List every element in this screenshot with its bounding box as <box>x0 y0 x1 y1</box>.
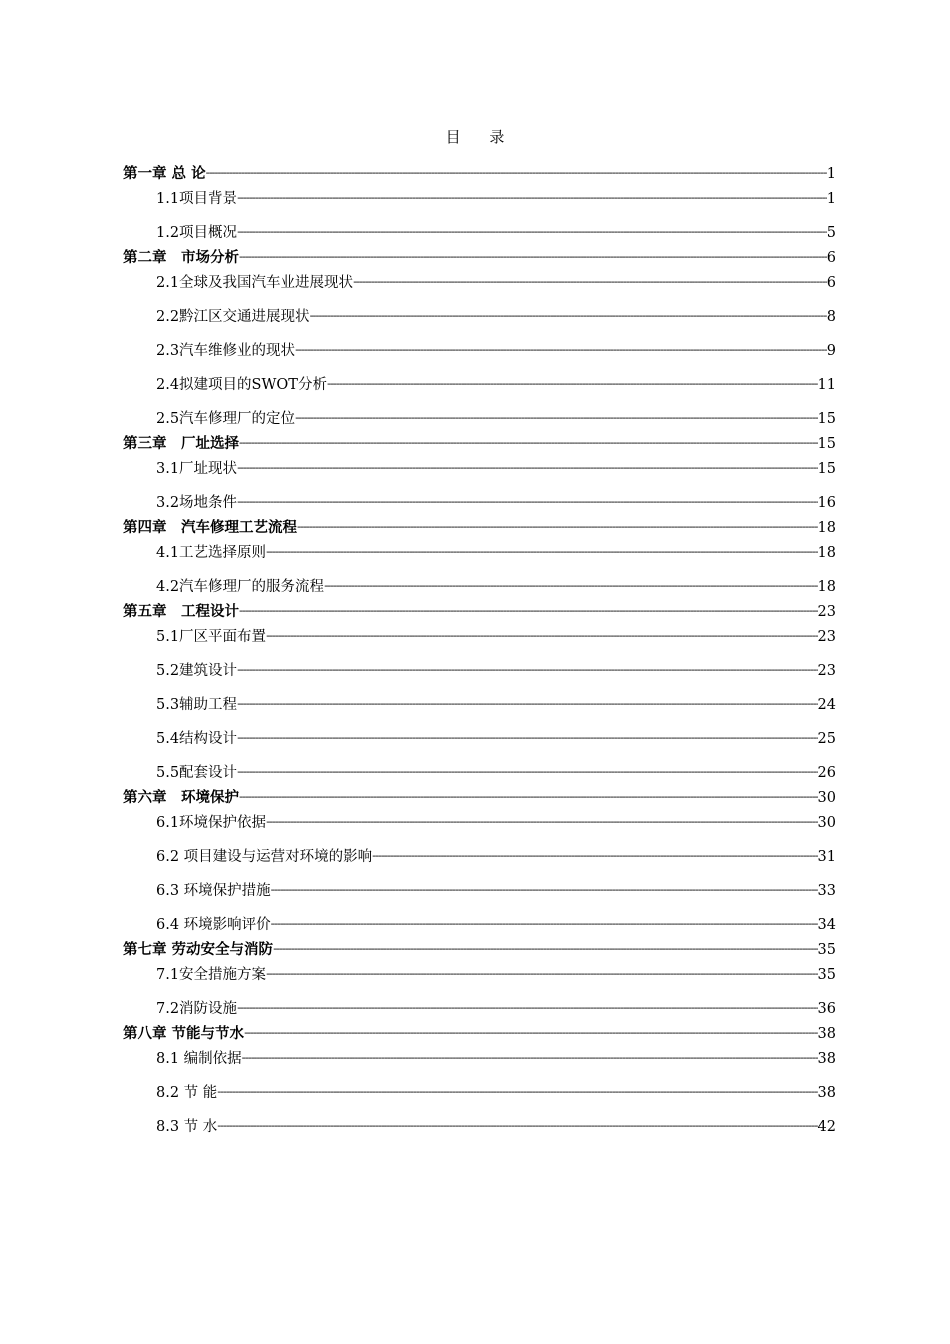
toc-page-number: 26 <box>817 765 836 781</box>
toc-page-number: 30 <box>817 790 836 806</box>
toc-dot-leader <box>237 695 817 714</box>
toc-page-number: 1 <box>826 191 836 207</box>
toc-entry-label: 第三章 厂址选择 <box>123 435 239 452</box>
toc-section-entry[interactable] <box>123 680 836 714</box>
table-of-contents <box>123 158 836 1136</box>
toc-section-entry[interactable] <box>123 394 836 428</box>
toc-dot-leader <box>244 1024 817 1043</box>
toc-page-number: 8 <box>826 309 836 325</box>
toc-page-number: 23 <box>817 604 836 620</box>
toc-page-number: 25 <box>817 731 836 747</box>
toc-entry-label: 第四章 汽车修理工艺流程 <box>123 519 297 536</box>
toc-entry-label: 第二章 市场分析 <box>123 249 239 266</box>
toc-chapter-entry[interactable] <box>123 782 836 807</box>
toc-section-entry[interactable] <box>123 714 836 748</box>
toc-entry-label: 第六章 环境保护 <box>123 789 239 806</box>
toc-page-number: 35 <box>817 942 836 958</box>
toc-dot-leader <box>237 999 817 1018</box>
toc-dot-leader <box>266 627 817 646</box>
toc-page-number: 18 <box>817 579 836 595</box>
toc-page-number: 18 <box>817 520 836 536</box>
toc-entry-label: 7.2消防设施 <box>156 1001 238 1017</box>
toc-chapter-entry[interactable] <box>123 512 836 537</box>
toc-entry-label: 3.1厂址现状 <box>156 461 238 477</box>
toc-section-entry[interactable] <box>123 748 836 782</box>
toc-page-number: 6 <box>826 275 836 291</box>
toc-page-number: 34 <box>817 917 836 933</box>
toc-page-number: 5 <box>826 225 836 241</box>
toc-entry-label: 7.1安全措施方案 <box>156 967 267 983</box>
toc-dot-leader <box>324 577 817 596</box>
toc-entry-label: 6.3 环境保护措施 <box>156 883 271 899</box>
toc-entry-label: 3.2场地条件 <box>156 495 238 511</box>
toc-entry-label: 2.3汽车维修业的现状 <box>156 343 296 359</box>
toc-title: 目 录 <box>445 128 517 146</box>
toc-section-entry[interactable] <box>123 621 836 646</box>
toc-dot-leader <box>239 788 818 807</box>
toc-entry-label: 4.1工艺选择原则 <box>156 545 267 561</box>
toc-section-entry[interactable] <box>123 646 836 680</box>
toc-dot-leader <box>237 189 827 208</box>
toc-entry-label: 5.3辅助工程 <box>156 697 238 713</box>
toc-entry-label: 2.5汽车修理厂的定位 <box>156 411 296 427</box>
toc-section-entry[interactable] <box>123 478 836 512</box>
toc-entry-label: 2.2黔江区交通进展现状 <box>156 309 310 325</box>
toc-page-number: 1 <box>826 166 836 182</box>
toc-dot-leader <box>242 1049 818 1068</box>
toc-entry-label: 6.2 项目建设与运营对环境的影响 <box>156 849 373 865</box>
toc-section-entry[interactable] <box>123 453 836 478</box>
toc-section-entry[interactable] <box>123 984 836 1018</box>
toc-entry-label: 8.2 节 能 <box>156 1085 218 1101</box>
toc-section-entry[interactable] <box>123 1043 836 1068</box>
toc-entry-label: 2.4拟建项目的SWOT分析 <box>156 377 327 393</box>
toc-dot-leader <box>237 493 817 512</box>
toc-entry-label: 8.1 编制依据 <box>156 1051 242 1067</box>
toc-dot-leader <box>237 661 817 680</box>
toc-page-number: 33 <box>817 883 836 899</box>
toc-dot-leader <box>310 307 827 326</box>
toc-chapter-entry[interactable] <box>123 242 836 267</box>
toc-dot-leader <box>266 965 817 984</box>
toc-page-number: 35 <box>817 967 836 983</box>
toc-page-number: 38 <box>817 1085 836 1101</box>
toc-entry-label: 第五章 工程设计 <box>123 603 239 620</box>
toc-section-entry[interactable] <box>123 900 836 934</box>
toc-page-number: 38 <box>817 1051 836 1067</box>
toc-page-number: 38 <box>817 1026 836 1042</box>
toc-dot-leader <box>295 409 817 428</box>
toc-dot-leader <box>239 248 827 267</box>
toc-dot-leader <box>353 273 827 292</box>
toc-entry-label: 第八章 节能与节水 <box>123 1025 245 1042</box>
toc-chapter-entry[interactable] <box>123 596 836 621</box>
toc-section-entry[interactable] <box>123 183 836 208</box>
toc-chapter-entry[interactable] <box>123 428 836 453</box>
toc-page-number: 23 <box>817 663 836 679</box>
toc-entry-label: 5.2建筑设计 <box>156 663 238 679</box>
toc-dot-leader <box>297 518 818 537</box>
toc-entry-label: 4.2汽车修理厂的服务流程 <box>156 579 325 595</box>
toc-dot-leader <box>237 223 827 242</box>
toc-entry-label: 第七章 劳动安全与消防 <box>123 941 274 958</box>
toc-entry-label: 5.5配套设计 <box>156 765 238 781</box>
toc-page-number: 11 <box>817 377 836 393</box>
toc-dot-leader <box>295 341 827 360</box>
toc-entry-label: 6.1环境保护依据 <box>156 815 267 831</box>
toc-page-number: 15 <box>817 411 836 427</box>
toc-section-entry[interactable] <box>123 1068 836 1102</box>
toc-dot-leader <box>271 915 818 934</box>
toc-dot-leader <box>239 602 818 621</box>
toc-section-entry[interactable] <box>123 1102 836 1136</box>
toc-dot-leader <box>372 847 817 866</box>
toc-chapter-entry[interactable] <box>123 934 836 959</box>
toc-page-number: 9 <box>826 343 836 359</box>
toc-section-entry[interactable] <box>123 959 836 984</box>
toc-page-number: 16 <box>817 495 836 511</box>
toc-entry-label: 第一章 总 论 <box>123 165 206 182</box>
toc-dot-leader <box>217 1117 817 1136</box>
toc-page-number: 36 <box>817 1001 836 1017</box>
toc-section-entry[interactable] <box>123 326 836 360</box>
toc-section-entry[interactable] <box>123 866 836 900</box>
toc-page-number: 42 <box>817 1119 836 1135</box>
toc-entry-label: 5.4结构设计 <box>156 731 238 747</box>
toc-section-entry[interactable] <box>123 360 836 394</box>
toc-dot-leader <box>237 459 817 478</box>
toc-section-entry[interactable] <box>123 208 836 242</box>
toc-page-number: 18 <box>817 545 836 561</box>
toc-dot-leader <box>239 434 818 453</box>
toc-section-entry[interactable] <box>123 832 836 866</box>
toc-entry-label: 2.1全球及我国汽车业进展现状 <box>156 275 354 291</box>
toc-section-entry[interactable] <box>123 267 836 292</box>
toc-dot-leader <box>266 543 817 562</box>
toc-chapter-entry[interactable] <box>123 1018 836 1043</box>
toc-entry-label: 1.1项目背景 <box>156 191 238 207</box>
toc-dot-leader <box>237 729 817 748</box>
toc-entry-label: 8.3 节 水 <box>156 1119 218 1135</box>
toc-page-number: 6 <box>826 250 836 266</box>
toc-page-number: 15 <box>817 461 836 477</box>
toc-page-number: 31 <box>817 849 836 865</box>
toc-page-number: 30 <box>817 815 836 831</box>
toc-entry-label: 1.2项目概况 <box>156 225 238 241</box>
toc-page-number: 23 <box>817 629 836 645</box>
toc-page-number: 15 <box>817 436 836 452</box>
toc-section-entry[interactable] <box>123 562 836 596</box>
toc-dot-leader <box>273 940 817 959</box>
toc-dot-leader <box>271 881 818 900</box>
toc-section-entry[interactable] <box>123 807 836 832</box>
toc-dot-leader <box>266 813 817 832</box>
toc-chapter-entry[interactable] <box>123 158 836 183</box>
toc-entry-label: 5.1厂区平面布置 <box>156 629 267 645</box>
toc-section-entry[interactable] <box>123 292 836 326</box>
toc-dot-leader <box>327 375 818 394</box>
toc-section-entry[interactable] <box>123 537 836 562</box>
toc-entry-label: 6.4 环境影响评价 <box>156 917 271 933</box>
toc-dot-leader <box>206 164 827 183</box>
toc-dot-leader <box>237 763 817 782</box>
toc-page-number: 24 <box>817 697 836 713</box>
toc-dot-leader <box>217 1083 817 1102</box>
